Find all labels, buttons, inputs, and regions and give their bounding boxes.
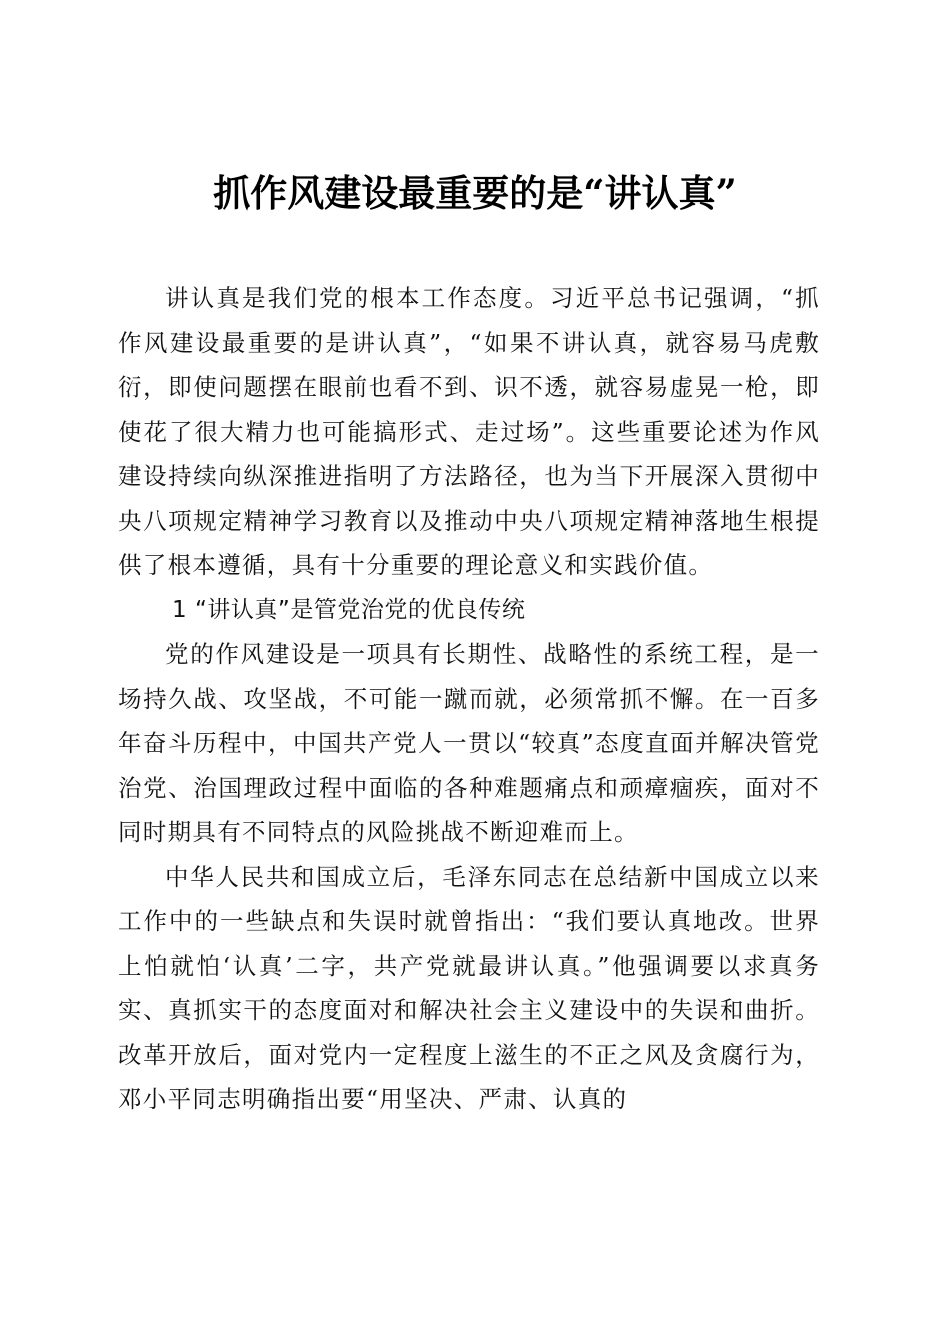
document-body [118, 276, 820, 1122]
document-title: 抓作风建设最重要的是“讲认真” [213, 171, 737, 215]
paragraph-party-style: 党的作风建设是一项具有长期性、战略性的系统工程，是一场持久战、攻坚战，不可能一蹴而就，必须常抓不懈。在一百多年奋斗历程中，中国共产党人一贯以“较真”态度直面并解决管党治党、治国理政过程中面临的各种难题痛点和顽瘴痼疾，面对不同时期具有不同特点的风险挑战不断迎难而上。 [118, 640, 820, 846]
paragraph-intro: 讲认真是我们党的根本工作态度。习近平总书记强调，“抓作风建设最重要的是讲认真”，“如果不讲认真，就容易马虎敷衍，即使问题摆在眼前也看不到、识不透，就容易虚晃一枪，即使花了很大精力也可能搞形式、走过场”。这些重要论述为作风建设持续向纵深推进指明了方法路径，也为当下开展深入贯彻中央八项规定精神学习教育以及推动中央八项规定精神落地生根提供了根本遵循，具有十分重要的理论意义和实践价值。 [118, 284, 820, 579]
section-heading: 1 “讲认真”是管党治党的优良传统 [172, 596, 526, 623]
paragraph-history: 中华人民共和国成立后，毛泽东同志在总结新中国成立以来工作中的一些缺点和失误时就曾指出：“我们要认真地改。世界上怕就怕‘认真’二字，共产党就最讲认真。”他强调要以求真务实、真抓实干的态度面对和解决社会主义建设中的失误和曲折。改革开放后，面对党内一定程度上滋生的不正之风及贪腐行为，邓小平同志明确指出要“用坚决、严肃、认真的 [118, 862, 820, 1113]
